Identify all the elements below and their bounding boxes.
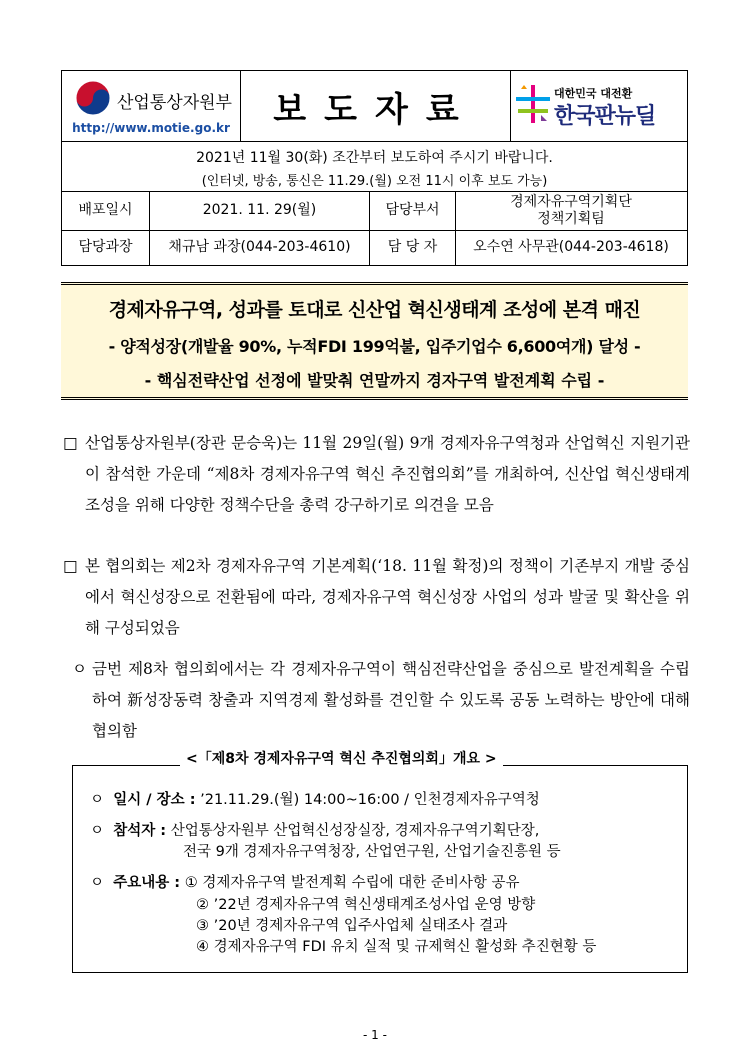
paragraph-1 xyxy=(63,428,690,521)
release-date-label: 배포일시 xyxy=(62,191,150,230)
attendees-line-1: 산업통상자원부 산업혁신성장실장, 경제자유구역기획단장, xyxy=(170,823,540,839)
embargo-line-2: (인터넷, 방송, 통신은 11.29.(월) 오전 11시 이후 보도 가능) xyxy=(201,174,548,189)
page-number: - 1 - xyxy=(363,1028,387,1042)
release-info-row xyxy=(62,191,687,231)
embargo-notice xyxy=(62,141,687,192)
headline-box xyxy=(61,282,688,400)
ministry-cell xyxy=(62,71,241,141)
header-top-row xyxy=(62,71,687,142)
checkbox-bullet-icon: □ xyxy=(63,557,78,575)
circle-bullet-icon: ㅇ xyxy=(90,875,105,891)
checkbox-bullet-icon: □ xyxy=(63,434,78,452)
paragraph-2 xyxy=(63,551,690,644)
document-type-title: 보도자료 xyxy=(240,71,511,141)
agenda-label: 주요내용 : xyxy=(113,875,181,891)
korean-new-deal-logo xyxy=(510,71,686,141)
paragraph-1-text: 산업통상자원부(장관 문승욱)는 11월 29일(월) 9개 경제자유구역청과 산업혁신 지원기관이 참석한 가운데 “제8차 경제자유구역 혁신 추진협의회”를 개최하여, 신산업 혁신생태계 조성을 위해 다양한 정책수단을 총력 강구하기로 의견을 모음 xyxy=(85,434,690,514)
taeguk-logo-icon xyxy=(74,79,112,117)
agenda-item-1: ① 경제자유구역 발전계획 수립에 대한 준비사항 공유 xyxy=(184,875,520,891)
headline-title: 경제자유구역, 성과를 토대로 신산업 혁신생태계 조성에 본격 매진 xyxy=(108,299,641,321)
brand-name: 한국판뉴딜 xyxy=(554,104,656,129)
embargo-line-1: 2021년 11월 30(화) 조간부터 보도하여 주시기 바랍니다. xyxy=(196,150,553,166)
datetime-label: 일시 / 장소 : xyxy=(113,792,196,808)
new-deal-arrow-icon xyxy=(516,85,550,123)
circle-bullet-icon: ㅇ xyxy=(90,792,105,808)
agenda-item-3: ③ ’20년 경제자유구역 입주사업체 실태조사 결과 xyxy=(196,918,508,934)
department-label: 담당부서 xyxy=(370,191,456,230)
circle-bullet-icon: ㅇ xyxy=(72,660,87,678)
department-value: 경제자유구역기획단 정책기획팀 xyxy=(510,193,632,227)
datetime-value: ’21.11.29.(월) 14:00~16:00 / 인천경제자유구역청 xyxy=(200,792,540,808)
brand-slogan: 대한민국 대전환 xyxy=(554,87,633,100)
attendees-line-2: 전국 9개 경제자유구역청장, 산업연구원, 산업기술진흥원 등 xyxy=(183,844,561,860)
headline-subtitle-2: - 핵심전략산업 선정에 발맞춰 연말까지 경자구역 발전계획 수립 - xyxy=(144,371,605,390)
overview-title: <「제8차 경제자유구역 혁신 추진협의회」개요 > xyxy=(180,748,503,768)
overview-attendees xyxy=(90,819,539,840)
overview-datetime xyxy=(90,788,540,809)
manager-value: 채규남 과장(044-203-4610) xyxy=(150,230,370,265)
headline-subtitle-1: - 양적성장(개발율 90%, 누적FDI 199억불, 입주기업수 6,600여개) 달성 - xyxy=(108,337,641,356)
manager-label: 담당과장 xyxy=(62,230,150,265)
paragraph-3 xyxy=(72,654,690,747)
attendees-label: 참석자 : xyxy=(113,823,167,839)
paragraph-2-text: 본 협의회는 제2차 경제자유구역 기본계획(‘18. 11월 확정)의 정책이 기존부지 개발 중심에서 혁신성장으로 전환됨에 따라, 경제자유구역 혁신성장 사업의 성과 발굴 및 확산을 위해 구성되었음 xyxy=(85,557,690,637)
agenda-item-2: ② ’22년 경제자유구역 혁신생태계조성사업 운영 방향 xyxy=(196,897,536,913)
paragraph-3-text: 금번 제8차 협의회에서는 각 경제자유구역이 핵심전략산업을 중심으로 발전계획을 수립하여 新성장동력 창출과 지역경제 활성화를 견인할 수 있도록 공동 노력하는 방안에 대해 협의함 xyxy=(92,660,690,740)
staff-label: 담 당 자 xyxy=(370,230,456,265)
contact-info-row xyxy=(62,230,687,265)
circle-bullet-icon: ㅇ xyxy=(90,823,105,839)
overview-agenda xyxy=(90,871,520,892)
ministry-url-link[interactable]: http://www.motie.go.kr xyxy=(72,121,230,135)
release-date-value: 2021. 11. 29(월) xyxy=(150,191,370,230)
ministry-name: 산업통상자원부 xyxy=(117,93,232,113)
agenda-item-4: ④ 경제자유구역 FDI 유치 실적 및 규제혁신 활성화 추진현황 등 xyxy=(196,939,597,955)
press-release-header xyxy=(61,70,688,266)
staff-value: 오수연 사무관(044-203-4618) xyxy=(473,239,669,256)
